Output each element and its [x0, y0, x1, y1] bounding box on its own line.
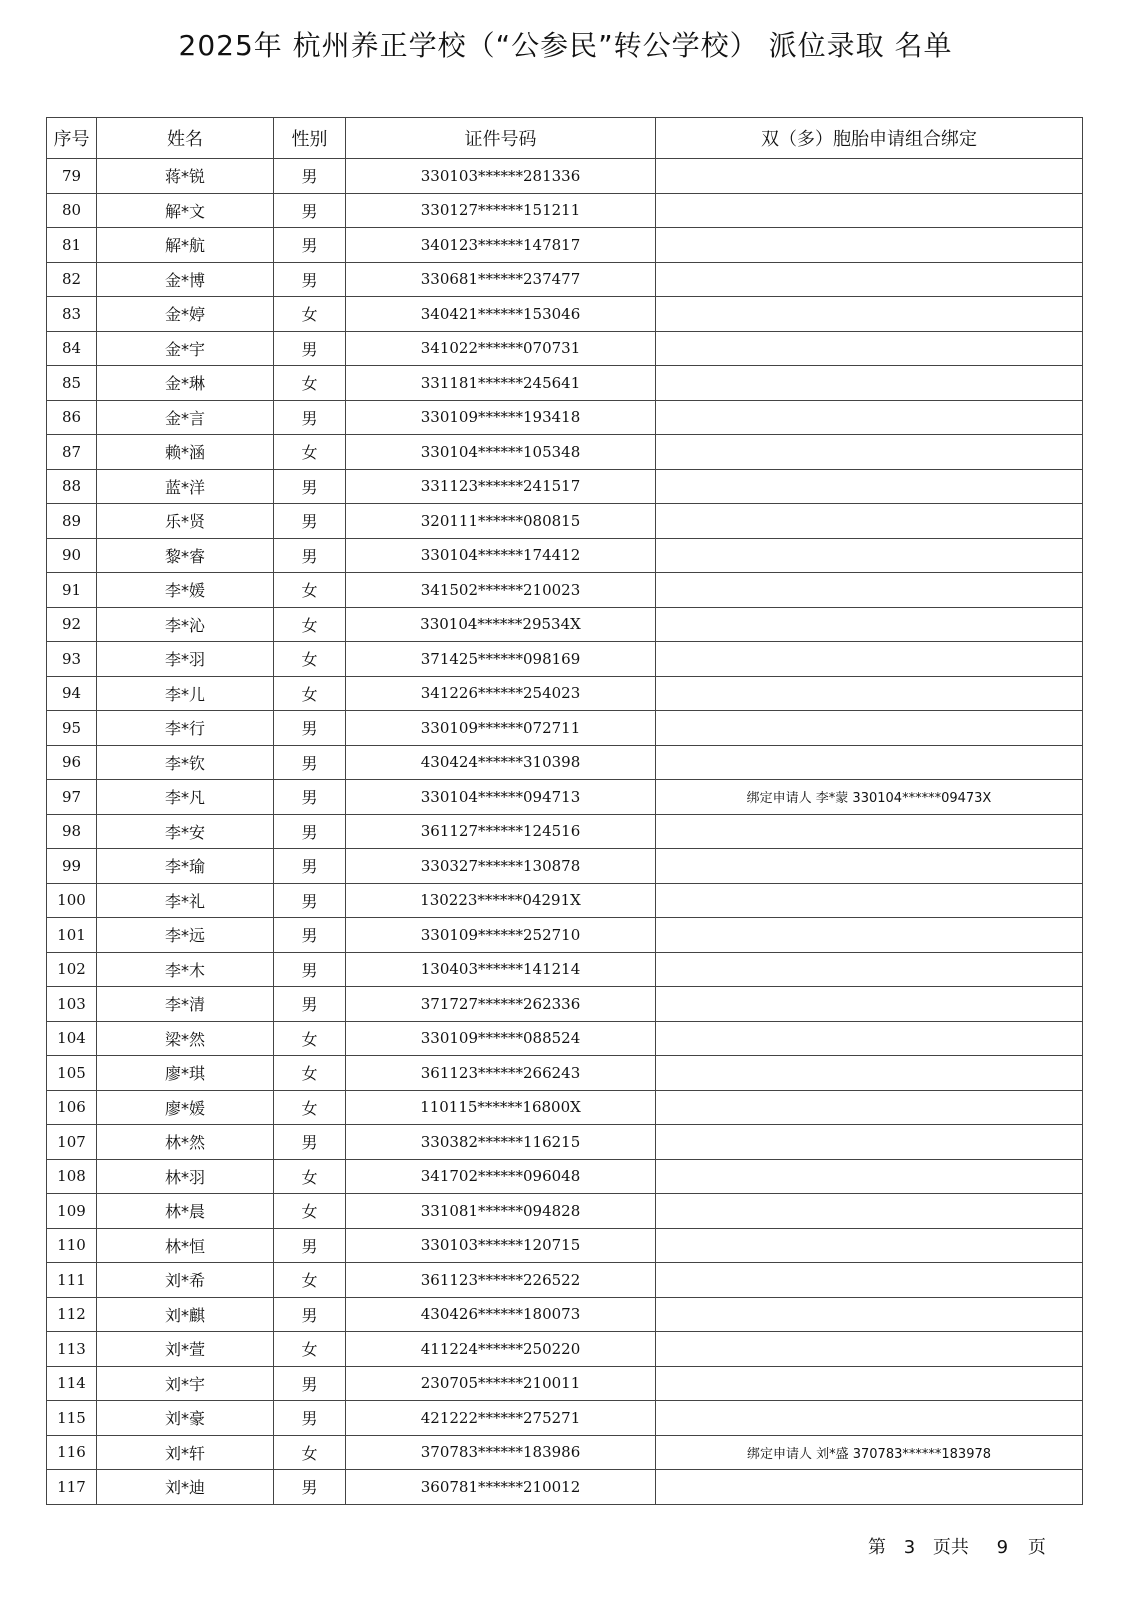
row-binding: [656, 849, 1083, 884]
row-seq: 113: [47, 1332, 97, 1367]
row-binding: [656, 504, 1083, 539]
row-binding: [656, 469, 1083, 504]
row-name: 刘*萱: [97, 1332, 274, 1367]
row-sex: 女: [274, 1263, 346, 1298]
header-name: 姓名: [97, 118, 274, 159]
row-seq: 90: [47, 538, 97, 573]
table-row: [47, 1125, 1083, 1160]
table-row: [47, 1021, 1083, 1056]
row-binding: [656, 711, 1083, 746]
table-row: [47, 297, 1083, 332]
row-name: 廖*媛: [97, 1090, 274, 1125]
table-row: [47, 987, 1083, 1022]
row-binding: [656, 607, 1083, 642]
row-seq: 116: [47, 1435, 97, 1470]
row-seq: 115: [47, 1401, 97, 1436]
row-sex: 男: [274, 849, 346, 884]
row-name: 刘*轩: [97, 1435, 274, 1470]
row-name: 刘*麒: [97, 1297, 274, 1332]
row-sex: 男: [274, 1125, 346, 1160]
row-name: 刘*豪: [97, 1401, 274, 1436]
row-seq: 83: [47, 297, 97, 332]
row-id-number: 330104******29534X: [346, 607, 656, 642]
row-sex: 男: [274, 504, 346, 539]
row-seq: 81: [47, 228, 97, 263]
table-row: [47, 918, 1083, 953]
row-binding: [656, 952, 1083, 987]
table-row: [47, 469, 1083, 504]
row-seq: 105: [47, 1056, 97, 1091]
table-row: [47, 1297, 1083, 1332]
row-sex: 女: [274, 642, 346, 677]
row-name: 黎*睿: [97, 538, 274, 573]
row-name: 解*航: [97, 228, 274, 263]
row-binding: [656, 1401, 1083, 1436]
row-seq: 91: [47, 573, 97, 608]
row-seq: 103: [47, 987, 97, 1022]
table-row: [47, 780, 1083, 815]
row-name: 刘*迪: [97, 1470, 274, 1505]
table-row: [47, 883, 1083, 918]
row-name: 李*远: [97, 918, 274, 953]
table-row: [47, 849, 1083, 884]
row-binding: [656, 1332, 1083, 1367]
row-sex: 女: [274, 297, 346, 332]
row-binding: [656, 883, 1083, 918]
row-seq: 110: [47, 1228, 97, 1263]
row-name: 赖*涵: [97, 435, 274, 470]
table-row: [47, 538, 1083, 573]
row-binding: [656, 1228, 1083, 1263]
row-id-number: 331181******245641: [346, 366, 656, 401]
row-id-number: 331081******094828: [346, 1194, 656, 1229]
row-id-number: 341502******210023: [346, 573, 656, 608]
row-id-number: 340421******153046: [346, 297, 656, 332]
row-binding: [656, 366, 1083, 401]
row-name: 金*婷: [97, 297, 274, 332]
row-seq: 102: [47, 952, 97, 987]
row-seq: 93: [47, 642, 97, 677]
row-id-number: 371727******262336: [346, 987, 656, 1022]
row-seq: 109: [47, 1194, 97, 1229]
row-seq: 84: [47, 331, 97, 366]
row-name: 李*礼: [97, 883, 274, 918]
row-binding: [656, 1056, 1083, 1091]
row-seq: 98: [47, 814, 97, 849]
page-title: 2025年 杭州养正学校（“公参民”转公学校） 派位录取 名单: [178, 29, 953, 62]
table-row: [47, 1332, 1083, 1367]
row-name: 李*行: [97, 711, 274, 746]
row-sex: 男: [274, 918, 346, 953]
row-sex: 男: [274, 193, 346, 228]
row-id-number: 421222******275271: [346, 1401, 656, 1436]
table-row: [47, 573, 1083, 608]
row-sex: 男: [274, 228, 346, 263]
row-id-number: 330109******072711: [346, 711, 656, 746]
row-binding: [656, 228, 1083, 263]
table-header-row: [47, 118, 1083, 159]
row-seq: 104: [47, 1021, 97, 1056]
row-sex: 女: [274, 1435, 346, 1470]
row-sex: 女: [274, 435, 346, 470]
row-id-number: 330127******151211: [346, 193, 656, 228]
row-seq: 99: [47, 849, 97, 884]
row-id-number: 330681******237477: [346, 262, 656, 297]
table-row: [47, 1090, 1083, 1125]
row-name: 李*钦: [97, 745, 274, 780]
row-id-number: 320111******080815: [346, 504, 656, 539]
table-row: [47, 504, 1083, 539]
row-seq: 95: [47, 711, 97, 746]
row-binding: 绑定申请人 李*蒙 330104******09473X: [656, 780, 1083, 815]
table-row: [47, 366, 1083, 401]
row-sex: 男: [274, 469, 346, 504]
header-seq: 序号: [47, 118, 97, 159]
row-sex: 女: [274, 1194, 346, 1229]
row-seq: 107: [47, 1125, 97, 1160]
table-row: [47, 1159, 1083, 1194]
header-sex: 性别: [274, 118, 346, 159]
row-name: 乐*贤: [97, 504, 274, 539]
row-id-number: 360781******210012: [346, 1470, 656, 1505]
row-name: 李*凡: [97, 780, 274, 815]
row-id-number: 361127******124516: [346, 814, 656, 849]
row-binding: [656, 1194, 1083, 1229]
table-row: [47, 1194, 1083, 1229]
row-sex: 男: [274, 1470, 346, 1505]
row-sex: 男: [274, 400, 346, 435]
row-seq: 114: [47, 1366, 97, 1401]
row-name: 李*儿: [97, 676, 274, 711]
row-id-number: 330104******094713: [346, 780, 656, 815]
row-seq: 89: [47, 504, 97, 539]
row-name: 刘*宇: [97, 1366, 274, 1401]
row-binding: [656, 745, 1083, 780]
row-sex: 女: [274, 573, 346, 608]
row-binding: [656, 814, 1083, 849]
row-binding: [656, 193, 1083, 228]
table-row: [47, 435, 1083, 470]
row-id-number: 330103******281336: [346, 159, 656, 194]
row-id-number: 130403******141214: [346, 952, 656, 987]
row-id-number: 330327******130878: [346, 849, 656, 884]
row-seq: 111: [47, 1263, 97, 1298]
row-binding: [656, 573, 1083, 608]
row-sex: 男: [274, 780, 346, 815]
row-name: 林*恒: [97, 1228, 274, 1263]
row-binding: [656, 642, 1083, 677]
row-sex: 男: [274, 159, 346, 194]
row-seq: 108: [47, 1159, 97, 1194]
header-binding: 双（多）胞胎申请组合绑定: [656, 118, 1083, 159]
row-name: 李*羽: [97, 642, 274, 677]
row-binding: [656, 1297, 1083, 1332]
table-row: [47, 1228, 1083, 1263]
row-name: 李*安: [97, 814, 274, 849]
row-sex: 男: [274, 538, 346, 573]
row-sex: 男: [274, 952, 346, 987]
page-footer: [868, 1533, 1058, 1559]
table-row: [47, 193, 1083, 228]
table-row: [47, 745, 1083, 780]
table-row: [47, 814, 1083, 849]
row-sex: 男: [274, 262, 346, 297]
row-sex: 男: [274, 1401, 346, 1436]
footer-middle: 页共: [932, 1537, 969, 1558]
table-row: [47, 952, 1083, 987]
row-sex: 女: [274, 607, 346, 642]
row-seq: 97: [47, 780, 97, 815]
row-name: 林*晨: [97, 1194, 274, 1229]
row-seq: 79: [47, 159, 97, 194]
row-sex: 男: [274, 711, 346, 746]
row-seq: 85: [47, 366, 97, 401]
table-row: [47, 1056, 1083, 1091]
row-binding: [656, 297, 1083, 332]
row-id-number: 330382******116215: [346, 1125, 656, 1160]
row-sex: 女: [274, 1021, 346, 1056]
row-id-number: 361123******266243: [346, 1056, 656, 1091]
table-row: [47, 1435, 1083, 1470]
row-name: 梁*然: [97, 1021, 274, 1056]
table-row: [47, 1401, 1083, 1436]
row-sex: 女: [274, 1332, 346, 1367]
row-seq: 80: [47, 193, 97, 228]
row-seq: 106: [47, 1090, 97, 1125]
row-sex: 男: [274, 1297, 346, 1332]
row-binding: [656, 159, 1083, 194]
row-sex: 男: [274, 814, 346, 849]
row-id-number: 130223******04291X: [346, 883, 656, 918]
table-row: [47, 262, 1083, 297]
row-id-number: 330109******193418: [346, 400, 656, 435]
row-name: 蒋*锐: [97, 159, 274, 194]
footer-total-pages: 9: [996, 1537, 1009, 1558]
row-sex: 女: [274, 676, 346, 711]
table-row: [47, 228, 1083, 263]
row-binding: [656, 1021, 1083, 1056]
table-row: [47, 1366, 1083, 1401]
row-id-number: 361123******226522: [346, 1263, 656, 1298]
row-binding: 绑定申请人 刘*盛 370783******183978: [656, 1435, 1083, 1470]
row-name: 林*羽: [97, 1159, 274, 1194]
row-id-number: 331123******241517: [346, 469, 656, 504]
row-seq: 117: [47, 1470, 97, 1505]
row-sex: 男: [274, 745, 346, 780]
row-seq: 82: [47, 262, 97, 297]
row-seq: 86: [47, 400, 97, 435]
row-sex: 男: [274, 1228, 346, 1263]
row-name: 解*文: [97, 193, 274, 228]
row-name: 李*沁: [97, 607, 274, 642]
row-id-number: 110115******16800X: [346, 1090, 656, 1125]
row-name: 李*清: [97, 987, 274, 1022]
row-seq: 112: [47, 1297, 97, 1332]
table-row: [47, 607, 1083, 642]
row-id-number: 341022******070731: [346, 331, 656, 366]
row-binding: [656, 400, 1083, 435]
row-name: 李*木: [97, 952, 274, 987]
footer-suffix: 页: [1027, 1537, 1046, 1558]
row-seq: 94: [47, 676, 97, 711]
row-name: 金*言: [97, 400, 274, 435]
row-binding: [656, 1090, 1083, 1125]
row-id-number: 430426******180073: [346, 1297, 656, 1332]
table-row: [47, 400, 1083, 435]
row-seq: 101: [47, 918, 97, 953]
table-row: [47, 711, 1083, 746]
row-binding: [656, 262, 1083, 297]
footer-prefix: 第: [868, 1537, 886, 1558]
row-sex: 男: [274, 331, 346, 366]
table-row: [47, 159, 1083, 194]
row-id-number: 330109******252710: [346, 918, 656, 953]
row-name: 李*媛: [97, 573, 274, 608]
row-name: 李*瑜: [97, 849, 274, 884]
table-row: [47, 676, 1083, 711]
row-name: 金*博: [97, 262, 274, 297]
row-id-number: 371425******098169: [346, 642, 656, 677]
table-body: [47, 159, 1083, 1505]
row-binding: [656, 435, 1083, 470]
table-row: [47, 1263, 1083, 1298]
row-name: 蓝*洋: [97, 469, 274, 504]
row-id-number: 330109******088524: [346, 1021, 656, 1056]
row-id-number: 411224******250220: [346, 1332, 656, 1367]
row-seq: 87: [47, 435, 97, 470]
row-binding: [656, 1470, 1083, 1505]
row-seq: 92: [47, 607, 97, 642]
row-sex: 男: [274, 1366, 346, 1401]
footer-page-number: 3: [903, 1537, 916, 1558]
row-binding: [656, 538, 1083, 573]
row-id-number: 430424******310398: [346, 745, 656, 780]
row-id-number: 341226******254023: [346, 676, 656, 711]
row-id-number: 370783******183986: [346, 1435, 656, 1470]
row-name: 金*宇: [97, 331, 274, 366]
row-binding: [656, 331, 1083, 366]
row-name: 廖*琪: [97, 1056, 274, 1091]
row-binding: [656, 1263, 1083, 1298]
row-binding: [656, 987, 1083, 1022]
row-id-number: 330103******120715: [346, 1228, 656, 1263]
row-sex: 男: [274, 883, 346, 918]
row-sex: 女: [274, 1159, 346, 1194]
header-id: 证件号码: [346, 118, 656, 159]
row-sex: 女: [274, 1090, 346, 1125]
row-seq: 100: [47, 883, 97, 918]
row-id-number: 330104******174412: [346, 538, 656, 573]
row-sex: 女: [274, 366, 346, 401]
row-name: 刘*希: [97, 1263, 274, 1298]
row-sex: 女: [274, 1056, 346, 1091]
table-row: [47, 1470, 1083, 1505]
row-binding: [656, 918, 1083, 953]
row-seq: 96: [47, 745, 97, 780]
admission-list-table: [46, 117, 1083, 1505]
row-binding: [656, 1159, 1083, 1194]
table-row: [47, 331, 1083, 366]
row-id-number: 330104******105348: [346, 435, 656, 470]
row-seq: 88: [47, 469, 97, 504]
table-row: [47, 642, 1083, 677]
row-name: 林*然: [97, 1125, 274, 1160]
row-id-number: 230705******210011: [346, 1366, 656, 1401]
row-sex: 男: [274, 987, 346, 1022]
row-id-number: 340123******147817: [346, 228, 656, 263]
row-binding: [656, 1366, 1083, 1401]
row-binding: [656, 1125, 1083, 1160]
row-id-number: 341702******096048: [346, 1159, 656, 1194]
row-binding: [656, 676, 1083, 711]
row-name: 金*琳: [97, 366, 274, 401]
